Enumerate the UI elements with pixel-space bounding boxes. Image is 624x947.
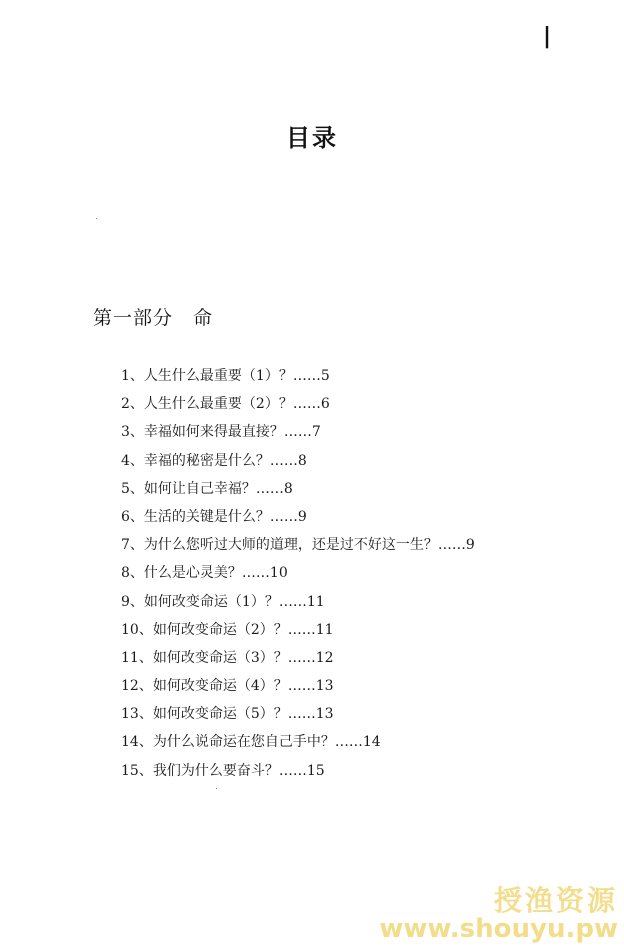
toc-leader: …… [269,452,298,469]
toc-leader: …… [437,537,466,554]
watermark-url: www.shouyu.pw [379,913,618,944]
toc-leader: …… [334,734,363,751]
toc-leader: …… [278,593,307,610]
toc-entry-title: 幸福如何来得最直接？ [143,424,284,441]
toc-leader: …… [278,762,307,779]
toc-entry-number: 4、 [121,452,144,469]
scan-speck [96,218,97,219]
toc-entry-title: 如何改变命运（5）？ [152,706,288,723]
toc-leader: …… [283,424,312,441]
toc-entry-title: 如何改变命运（4）？ [152,678,288,695]
toc-entry-page: 9 [465,537,475,554]
toc-entry-number: 12、 [121,678,153,695]
toc-entry-number: 11、 [121,649,153,666]
toc-leader: …… [241,565,270,582]
toc-entry-title: 为什么您听过大师的道理，还是过不好这一生？ [143,537,438,554]
toc-leader: …… [292,396,321,413]
section-title: 第一部分 命 [93,307,214,329]
toc-entry-number: 6、 [121,508,144,525]
scan-speck [216,788,217,789]
toc-entry-page: 11 [315,621,334,638]
toc-entry[interactable] [121,672,475,700]
page-marker: | [543,24,552,49]
toc-entry-title: 我们为什么要奋斗？ [152,762,279,779]
toc-entry-title: 如何改变命运（1）？ [143,593,279,610]
toc-entry[interactable] [121,644,475,672]
toc-entry-number: 3、 [121,424,144,441]
toc-entry-title: 为什么说命运在您自己手中？ [152,734,335,751]
toc-entry-page: 13 [315,706,334,723]
toc-leader: …… [287,706,316,723]
toc-entry[interactable] [121,447,475,475]
watermark [379,886,618,943]
toc-entry[interactable] [121,559,475,587]
toc-entry-number: 9、 [121,593,144,610]
toc-entry-page: 15 [306,762,325,779]
toc-entry-number: 10、 [121,621,153,638]
toc-entry[interactable] [121,588,475,616]
toc-entry-page: 7 [311,424,321,441]
toc-entry[interactable] [121,700,475,728]
toc-entry[interactable] [121,475,475,503]
toc-entry-number: 7、 [121,537,144,554]
toc-entry[interactable] [121,531,475,559]
toc-entry[interactable] [121,616,475,644]
toc-entry-number: 8、 [121,565,144,582]
toc-entry[interactable] [121,728,475,756]
watermark-brand: 授渔资源 [493,884,618,918]
toc-entry[interactable] [121,757,475,785]
toc-entry-page: 9 [297,508,307,525]
toc-entry-page: 6 [320,396,330,413]
toc-entry-title: 如何改变命运（3）？ [152,649,288,666]
toc-entry-title: 生活的关键是什么？ [143,508,270,525]
toc-entry[interactable] [121,362,475,390]
toc-entry-page: 14 [362,734,381,751]
toc-entry-number: 1、 [121,368,144,384]
toc-leader: …… [292,368,321,384]
toc-entry-number: 15、 [121,762,153,779]
toc-entry-page: 13 [315,678,334,695]
toc-entry-number: 13、 [121,706,153,723]
toc-entry-page: 12 [315,649,334,666]
toc-entry[interactable] [121,503,475,531]
toc-entry-title: 如何改变命运（2）？ [152,621,288,638]
page-title: 目录 [286,124,338,152]
toc-entry-page: 8 [297,452,307,469]
toc-list [121,362,475,785]
toc-entry-title: 幸福的秘密是什么？ [143,452,270,469]
toc-leader: …… [287,678,316,695]
toc-leader: …… [255,480,284,497]
toc-leader: …… [287,649,316,666]
toc-entry-title: 人生什么最重要（2）？ [143,396,293,413]
toc-entry-page: 8 [283,480,293,497]
toc-entry[interactable] [121,390,475,418]
toc-entry-title: 什么是心灵美？ [143,565,242,582]
toc-entry-title: 人生什么最重要（1）？ [143,368,293,384]
toc-entry[interactable] [121,418,475,446]
toc-entry-page: 10 [269,565,288,582]
toc-entry-number: 5、 [121,480,144,497]
toc-leader: …… [287,621,316,638]
toc-leader: …… [269,508,298,525]
toc-entry-page: 5 [320,368,330,384]
toc-entry-title: 如何让自己幸福？ [143,480,256,497]
toc-entry-number: 14、 [121,734,153,751]
toc-entry-number: 2、 [121,396,144,413]
toc-entry-page: 11 [306,593,325,610]
